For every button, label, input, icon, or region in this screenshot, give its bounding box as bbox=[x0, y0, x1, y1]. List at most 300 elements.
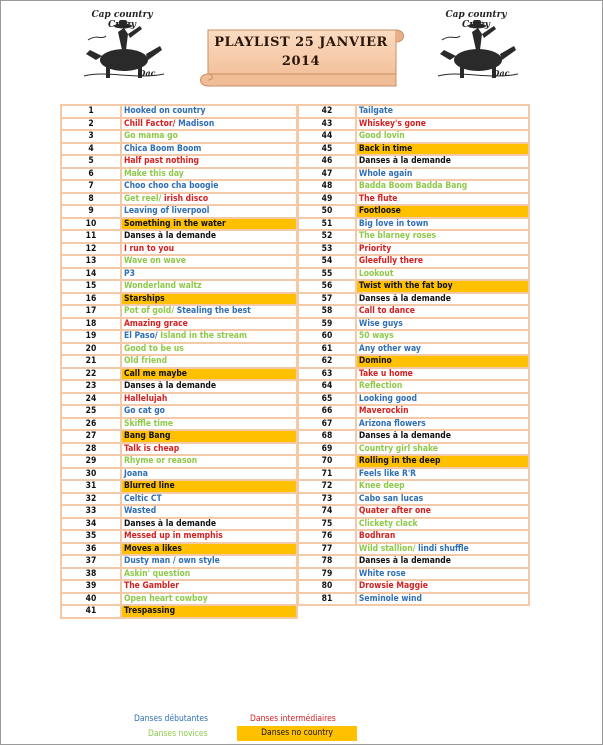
track-number: 64 bbox=[298, 380, 356, 393]
table-row bbox=[298, 230, 529, 243]
table-row bbox=[298, 280, 529, 293]
song-title-part: Danses à la demande bbox=[124, 381, 217, 391]
track-number: 7 bbox=[61, 180, 121, 193]
song-title bbox=[356, 368, 529, 381]
song-title bbox=[356, 593, 529, 606]
song-title bbox=[356, 443, 529, 456]
song-title-part: Wasted bbox=[124, 506, 157, 516]
track-number: 65 bbox=[298, 393, 356, 406]
song-title-part: Joana bbox=[124, 468, 148, 479]
song-title-part: Open heart cowboy bbox=[124, 593, 208, 604]
table-row bbox=[298, 180, 529, 193]
track-number: 56 bbox=[298, 280, 356, 293]
song-title-part: Island in the stream bbox=[157, 331, 248, 341]
table-row bbox=[61, 430, 297, 443]
track-number: 37 bbox=[61, 555, 121, 568]
song-title-part: Danses à la demande bbox=[124, 518, 217, 529]
song-title-part: Any other way bbox=[358, 343, 421, 354]
song-title-part: Arizona flowers bbox=[358, 418, 426, 429]
song-title-part: Old friend bbox=[124, 356, 168, 366]
track-number: 10 bbox=[61, 218, 121, 231]
table-row bbox=[61, 543, 297, 556]
song-title-part: Rhyme or reason bbox=[124, 456, 198, 466]
table-row bbox=[61, 405, 297, 418]
track-number: 16 bbox=[61, 293, 121, 306]
table-row bbox=[298, 430, 529, 443]
table-row bbox=[61, 268, 297, 281]
song-title-part: Whiskey's gone bbox=[358, 118, 426, 129]
table-row bbox=[61, 330, 297, 343]
track-number: 29 bbox=[61, 455, 121, 468]
song-title bbox=[356, 168, 529, 181]
logo-subtext: Dac bbox=[138, 68, 156, 78]
table-row bbox=[298, 593, 529, 606]
song-title bbox=[121, 130, 297, 143]
track-number: 69 bbox=[298, 443, 356, 456]
track-number: 76 bbox=[298, 530, 356, 543]
song-title-part: Feels like R'R bbox=[358, 468, 417, 479]
table-row bbox=[61, 530, 297, 543]
song-title bbox=[121, 280, 297, 293]
song-title-part: Wild stallion/ bbox=[358, 543, 416, 554]
table-row bbox=[298, 243, 529, 256]
logo-subtext: Dac bbox=[492, 68, 510, 78]
song-title-part: Footloose bbox=[358, 206, 401, 216]
song-title bbox=[121, 180, 297, 193]
legend bbox=[0, 714, 603, 744]
track-number: 81 bbox=[298, 593, 356, 606]
track-number: 15 bbox=[61, 280, 121, 293]
table-row bbox=[61, 218, 297, 231]
song-title bbox=[121, 218, 297, 231]
table-row bbox=[61, 255, 297, 268]
song-title-part: Priority bbox=[358, 243, 392, 254]
table-row bbox=[61, 155, 297, 168]
track-number: 3 bbox=[61, 130, 121, 143]
track-number: 72 bbox=[298, 480, 356, 493]
song-title bbox=[121, 393, 297, 406]
track-number: 14 bbox=[61, 268, 121, 281]
track-number: 33 bbox=[61, 505, 121, 518]
song-title-part: Go cat go bbox=[124, 406, 165, 416]
table-row bbox=[298, 255, 529, 268]
table-row bbox=[298, 568, 529, 581]
song-title-part: The flute bbox=[358, 193, 398, 204]
table-row bbox=[61, 230, 297, 243]
table-row bbox=[61, 305, 297, 318]
table-row bbox=[61, 518, 297, 531]
song-title bbox=[356, 268, 529, 281]
song-title bbox=[356, 355, 529, 368]
track-number: 9 bbox=[61, 205, 121, 218]
song-title-part: Madison bbox=[175, 118, 215, 129]
song-title bbox=[121, 455, 297, 468]
song-title-part: P3 bbox=[124, 268, 135, 279]
song-title-part: Big love in town bbox=[358, 218, 429, 229]
song-title-part: Cabo san lucas bbox=[358, 493, 424, 504]
track-number: 19 bbox=[61, 330, 121, 343]
table-row bbox=[61, 493, 297, 506]
song-title-part: Chill Factor/ bbox=[124, 118, 176, 129]
table-row bbox=[61, 205, 297, 218]
table-row bbox=[61, 243, 297, 256]
legend-no-country: Danses no country bbox=[237, 726, 357, 741]
table-row bbox=[298, 130, 529, 143]
track-number: 1 bbox=[61, 105, 121, 118]
track-number: 39 bbox=[61, 580, 121, 593]
table-row bbox=[298, 318, 529, 331]
table-row bbox=[298, 443, 529, 456]
song-title bbox=[356, 505, 529, 518]
song-title bbox=[121, 543, 297, 556]
song-title bbox=[356, 280, 529, 293]
song-title bbox=[121, 405, 297, 418]
track-number: 59 bbox=[298, 318, 356, 331]
song-title bbox=[121, 318, 297, 331]
song-title bbox=[121, 505, 297, 518]
table-row bbox=[298, 218, 529, 231]
song-title bbox=[121, 330, 297, 343]
table-row bbox=[298, 118, 529, 131]
song-title bbox=[356, 405, 529, 418]
track-number: 63 bbox=[298, 368, 356, 381]
table-row bbox=[61, 168, 297, 181]
song-title-part: Lookout bbox=[358, 268, 394, 279]
song-title-part: Hooked on country bbox=[124, 106, 206, 116]
track-number: 17 bbox=[61, 305, 121, 318]
song-title bbox=[121, 118, 297, 131]
title-scroll bbox=[196, 24, 406, 88]
table-row bbox=[298, 543, 529, 556]
song-title bbox=[356, 180, 529, 193]
song-title-part: Messed up in memphis bbox=[124, 531, 223, 541]
table-row bbox=[61, 130, 297, 143]
table-row bbox=[61, 443, 297, 456]
track-number: 21 bbox=[61, 355, 121, 368]
song-title-part: Moves a likes bbox=[124, 543, 182, 554]
track-number: 42 bbox=[298, 105, 356, 118]
song-title-part: Bang Bang bbox=[124, 431, 171, 441]
song-title-part: Seminole wind bbox=[358, 593, 422, 604]
track-number: 80 bbox=[298, 580, 356, 593]
song-title bbox=[356, 493, 529, 506]
track-number: 34 bbox=[61, 518, 121, 531]
table-row bbox=[298, 380, 529, 393]
song-title bbox=[121, 143, 297, 156]
song-title bbox=[121, 155, 297, 168]
song-title-part: Call to dance bbox=[358, 306, 415, 316]
song-title-part: Danses à la demande bbox=[358, 556, 451, 566]
song-title bbox=[356, 143, 529, 156]
playlist-table-right bbox=[297, 104, 530, 606]
song-title-part: Askin' question bbox=[124, 568, 191, 579]
track-number: 43 bbox=[298, 118, 356, 131]
track-number: 38 bbox=[61, 568, 121, 581]
track-number: 46 bbox=[298, 155, 356, 168]
track-number: 28 bbox=[61, 443, 121, 456]
song-title bbox=[356, 418, 529, 431]
song-title bbox=[121, 305, 297, 318]
song-title bbox=[121, 168, 297, 181]
song-title-part: Dusty man / own style bbox=[124, 556, 220, 566]
track-number: 60 bbox=[298, 330, 356, 343]
song-title bbox=[356, 218, 529, 231]
track-number: 52 bbox=[298, 230, 356, 243]
table-row bbox=[298, 468, 529, 481]
track-number: 36 bbox=[61, 543, 121, 556]
track-number: 50 bbox=[298, 205, 356, 218]
song-title-part: Go mama go bbox=[124, 131, 178, 141]
track-number: 26 bbox=[61, 418, 121, 431]
table-row bbox=[61, 380, 297, 393]
table-row bbox=[298, 405, 529, 418]
song-title-part: Talk is cheap bbox=[124, 443, 180, 454]
table-row bbox=[298, 343, 529, 356]
song-title bbox=[356, 580, 529, 593]
table-row bbox=[298, 555, 529, 568]
track-number: 71 bbox=[298, 468, 356, 481]
song-title bbox=[121, 443, 297, 456]
song-title-part: Wonderland waltz bbox=[124, 281, 202, 291]
track-number: 66 bbox=[298, 405, 356, 418]
track-number: 27 bbox=[61, 430, 121, 443]
song-title bbox=[121, 480, 297, 493]
song-title-part: Take u home bbox=[358, 368, 413, 379]
track-number: 13 bbox=[61, 255, 121, 268]
track-number: 48 bbox=[298, 180, 356, 193]
track-number: 12 bbox=[61, 243, 121, 256]
song-title-part: Good to be us bbox=[124, 343, 184, 354]
club-logo-left bbox=[76, 10, 168, 82]
song-title bbox=[121, 555, 297, 568]
song-title bbox=[121, 293, 297, 306]
song-title bbox=[121, 530, 297, 543]
song-title bbox=[356, 105, 529, 118]
song-title bbox=[356, 480, 529, 493]
song-title-part: 50 ways bbox=[358, 331, 394, 341]
table-row bbox=[61, 480, 297, 493]
track-number: 79 bbox=[298, 568, 356, 581]
song-title bbox=[356, 468, 529, 481]
song-title bbox=[356, 543, 529, 556]
song-title-part: Leaving of liverpool bbox=[124, 206, 210, 216]
song-title-part: Reflection bbox=[358, 381, 403, 391]
table-row bbox=[61, 555, 297, 568]
song-title-part: Wise guys bbox=[358, 318, 403, 329]
song-title-part: Gleefully there bbox=[358, 256, 424, 266]
track-number: 49 bbox=[298, 193, 356, 206]
song-title-part: Bodhran bbox=[358, 531, 396, 541]
song-title-part: Pot of gold/ bbox=[124, 306, 175, 316]
track-number: 24 bbox=[61, 393, 121, 406]
track-number: 74 bbox=[298, 505, 356, 518]
page-year: 2014 bbox=[281, 54, 321, 69]
song-title-part: Quater after one bbox=[358, 506, 431, 516]
song-title-part: Make this day bbox=[124, 168, 184, 179]
table-row bbox=[298, 418, 529, 431]
song-title-part: Celtic CT bbox=[124, 493, 162, 504]
song-title-part: The blarney roses bbox=[358, 231, 437, 241]
song-title bbox=[121, 430, 297, 443]
song-title bbox=[121, 593, 297, 606]
song-title-part: The Gambler bbox=[124, 581, 179, 591]
song-title-part: lindi shuffle bbox=[415, 543, 469, 554]
song-title bbox=[121, 605, 297, 618]
table-row bbox=[61, 343, 297, 356]
song-title-part: Choo choo cha boogie bbox=[124, 181, 219, 191]
track-number: 35 bbox=[61, 530, 121, 543]
song-title bbox=[356, 530, 529, 543]
song-title bbox=[121, 243, 297, 256]
track-number: 23 bbox=[61, 380, 121, 393]
track-number: 77 bbox=[298, 543, 356, 556]
table-row bbox=[298, 455, 529, 468]
track-number: 67 bbox=[298, 418, 356, 431]
table-row bbox=[61, 280, 297, 293]
track-number: 5 bbox=[61, 155, 121, 168]
song-title-part: Country girl shake bbox=[358, 443, 439, 454]
song-title-part: Blurred line bbox=[124, 481, 175, 491]
page-title: PLAYLIST 25 JANVIER bbox=[214, 35, 388, 50]
song-title bbox=[121, 343, 297, 356]
table-row bbox=[298, 305, 529, 318]
song-title bbox=[356, 455, 529, 468]
table-row bbox=[61, 393, 297, 406]
song-title bbox=[356, 330, 529, 343]
track-number: 40 bbox=[61, 593, 121, 606]
track-number: 57 bbox=[298, 293, 356, 306]
song-title-part: I run to you bbox=[124, 243, 175, 254]
table-row bbox=[61, 455, 297, 468]
table-row bbox=[298, 505, 529, 518]
table-row bbox=[61, 580, 297, 593]
song-title-part: Drowsie Maggie bbox=[358, 581, 428, 591]
table-row bbox=[298, 355, 529, 368]
song-title-part: Twist with the fat boy bbox=[358, 281, 453, 291]
table-row bbox=[298, 530, 529, 543]
table-row bbox=[61, 318, 297, 331]
song-title-part: Back in time bbox=[358, 143, 413, 154]
song-title bbox=[356, 118, 529, 131]
song-title bbox=[121, 468, 297, 481]
table-row bbox=[298, 105, 529, 118]
song-title bbox=[121, 355, 297, 368]
table-row bbox=[61, 468, 297, 481]
track-number: 44 bbox=[298, 130, 356, 143]
table-row bbox=[61, 143, 297, 156]
table-row bbox=[298, 205, 529, 218]
song-title bbox=[356, 230, 529, 243]
song-title bbox=[356, 305, 529, 318]
song-title bbox=[356, 318, 529, 331]
legend-intermediaires: Danses intermédiaires bbox=[250, 714, 336, 724]
song-title bbox=[356, 430, 529, 443]
table-row bbox=[298, 143, 529, 156]
table-row bbox=[298, 168, 529, 181]
table-row bbox=[298, 268, 529, 281]
legend-debutantes: Danses débutantes bbox=[134, 714, 209, 724]
song-title bbox=[356, 393, 529, 406]
table-row bbox=[298, 368, 529, 381]
table-row bbox=[298, 293, 529, 306]
track-number: 78 bbox=[298, 555, 356, 568]
track-number: 20 bbox=[61, 343, 121, 356]
song-title bbox=[121, 568, 297, 581]
song-title bbox=[121, 193, 297, 206]
logo-text: Cap country Crazy bbox=[445, 10, 507, 30]
track-number: 4 bbox=[61, 143, 121, 156]
table-row bbox=[61, 193, 297, 206]
table-row bbox=[298, 518, 529, 531]
song-title-part: Danses à la demande bbox=[124, 231, 217, 241]
table-row bbox=[298, 155, 529, 168]
table-row bbox=[61, 355, 297, 368]
song-title-part: Wave on wave bbox=[124, 256, 186, 266]
song-title-part: Clickety clack bbox=[358, 518, 418, 529]
track-number: 62 bbox=[298, 355, 356, 368]
track-number: 2 bbox=[61, 118, 121, 131]
song-title-part: Maverockin bbox=[358, 406, 409, 416]
table-row bbox=[61, 568, 297, 581]
song-title-part: Trespassing bbox=[124, 606, 176, 616]
song-title-part: Danses à la demande bbox=[358, 293, 451, 304]
song-title-part: Domino bbox=[358, 356, 392, 366]
track-number: 68 bbox=[298, 430, 356, 443]
song-title-part: Something in the water bbox=[124, 218, 226, 229]
track-number: 53 bbox=[298, 243, 356, 256]
table-row bbox=[61, 105, 297, 118]
song-title-part: Danses à la demande bbox=[358, 156, 451, 166]
song-title-part: Starships bbox=[124, 293, 165, 304]
song-title-part: irish disco bbox=[161, 193, 209, 204]
table-row bbox=[298, 480, 529, 493]
track-number: 8 bbox=[61, 193, 121, 206]
track-number: 58 bbox=[298, 305, 356, 318]
song-title-part: White rose bbox=[358, 568, 406, 579]
track-number: 22 bbox=[61, 368, 121, 381]
track-number: 54 bbox=[298, 255, 356, 268]
song-title bbox=[356, 155, 529, 168]
song-title bbox=[356, 518, 529, 531]
song-title-part: Skiffle time bbox=[124, 418, 174, 429]
song-title-part: Whole again bbox=[358, 168, 413, 179]
table-row bbox=[61, 368, 297, 381]
track-number: 73 bbox=[298, 493, 356, 506]
song-title bbox=[356, 568, 529, 581]
track-number: 30 bbox=[61, 468, 121, 481]
song-title bbox=[356, 343, 529, 356]
logo-text: Cap country Crazy bbox=[91, 10, 153, 30]
club-logo-right bbox=[430, 10, 522, 82]
table-row bbox=[61, 505, 297, 518]
song-title bbox=[356, 205, 529, 218]
track-number: 55 bbox=[298, 268, 356, 281]
song-title bbox=[356, 255, 529, 268]
song-title-part: Get reel/ bbox=[124, 193, 162, 204]
track-number: 41 bbox=[61, 605, 121, 618]
song-title-part: Badda Boom Badda Bang bbox=[358, 181, 468, 191]
song-title-part: Hallelujah bbox=[124, 393, 168, 404]
song-title-part: Half past nothing bbox=[124, 156, 200, 166]
track-number: 32 bbox=[61, 493, 121, 506]
song-title bbox=[356, 243, 529, 256]
table-row bbox=[298, 493, 529, 506]
track-number: 11 bbox=[61, 230, 121, 243]
table-row bbox=[61, 418, 297, 431]
song-title bbox=[356, 293, 529, 306]
track-number: 25 bbox=[61, 405, 121, 418]
song-title-part: Call me maybe bbox=[124, 368, 187, 379]
